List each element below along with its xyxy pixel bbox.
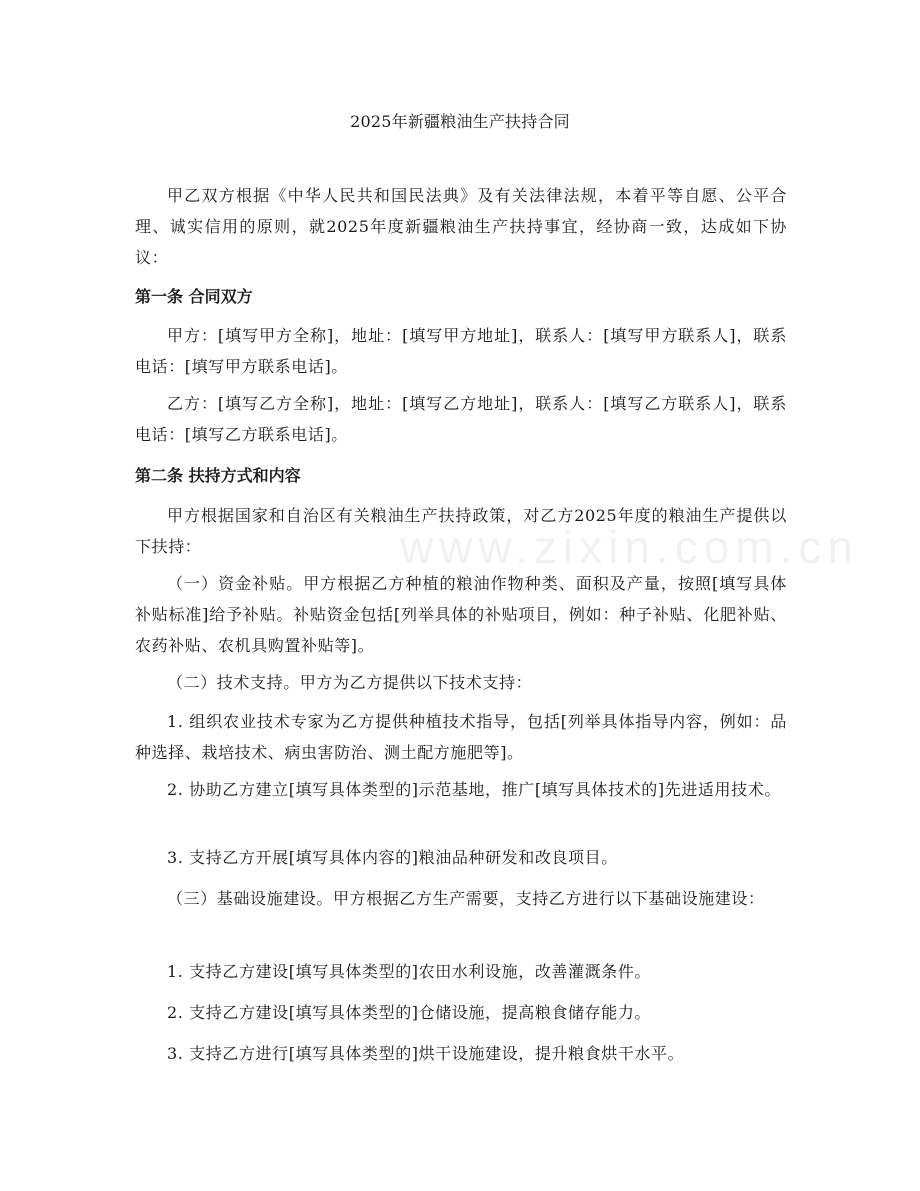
infra-item-1: 1. 支持乙方建设[填写具体类型的]农田水利设施，改善灌溉条件。 — [167, 962, 652, 981]
document-title: 2025年新疆粮油生产扶持合同 — [350, 112, 570, 131]
party-a-paragraph: 甲方：[填写甲方全称]，地址：[填写甲方地址]，联系人：[填写甲方联系人]，联系电话：[填写甲方联系电话]。 — [135, 326, 787, 376]
tech-item-2: 2. 协助乙方建立[填写具体类型的]示范基地，推广[填写具体技术的]先进适用技术。 — [167, 780, 781, 799]
article-2-intro: 甲方根据国家和自治区有关粮油生产扶持政策，对乙方2025年度的粮油生产提供以下扶持： — [135, 506, 787, 556]
article-2-heading: 第二条 扶持方式和内容 — [135, 466, 301, 485]
infra-item-3: 3. 支持乙方进行[填写具体类型的]烘干设施建设，提升粮食烘干水平。 — [167, 1044, 685, 1063]
infrastructure-heading: （三）基础设施建设。甲方根据乙方生产需要，支持乙方进行以下基础设施建设： — [167, 889, 765, 908]
intro-paragraph: 甲乙双方根据《中华人民共和国民法典》及有关法律法规，本着平等自愿、公平合理、诚实信用的原则，就2025年度新疆粮油生产扶持事宜，经协商一致，达成如下协议： — [135, 186, 787, 267]
article-1-heading: 第一条 合同双方 — [135, 287, 253, 306]
watermark: www.zixin.com.cn — [400, 521, 859, 573]
tech-support-heading: （二）技术支持。甲方为乙方提供以下技术支持： — [167, 673, 533, 692]
tech-item-3: 3. 支持乙方开展[填写具体内容的]粮油品种研发和改良项目。 — [167, 848, 618, 867]
party-b-paragraph: 乙方：[填写乙方全称]，地址：[填写乙方地址]，联系人：[填写乙方联系人]，联系电话：[填写乙方联系电话]。 — [135, 394, 787, 444]
infra-item-2: 2. 支持乙方建设[填写具体类型的]仓储设施，提高粮食储存能力。 — [167, 1003, 652, 1022]
funding-paragraph: （一）资金补贴。甲方根据乙方种植的粮油作物种类、面积及产量，按照[填写具体补贴标准]给予补贴。补贴资金包括[列举具体的补贴项目，例如：种子补贴、化肥补贴、农药补贴、农机具购置补贴等]。 — [135, 574, 787, 655]
tech-item-1: 1. 组织农业技术专家为乙方提供种植技术指导，包括[列举具体指导内容，例如：品种选择、栽培技术、病虫害防治、测土配方施肥等]。 — [135, 712, 787, 762]
